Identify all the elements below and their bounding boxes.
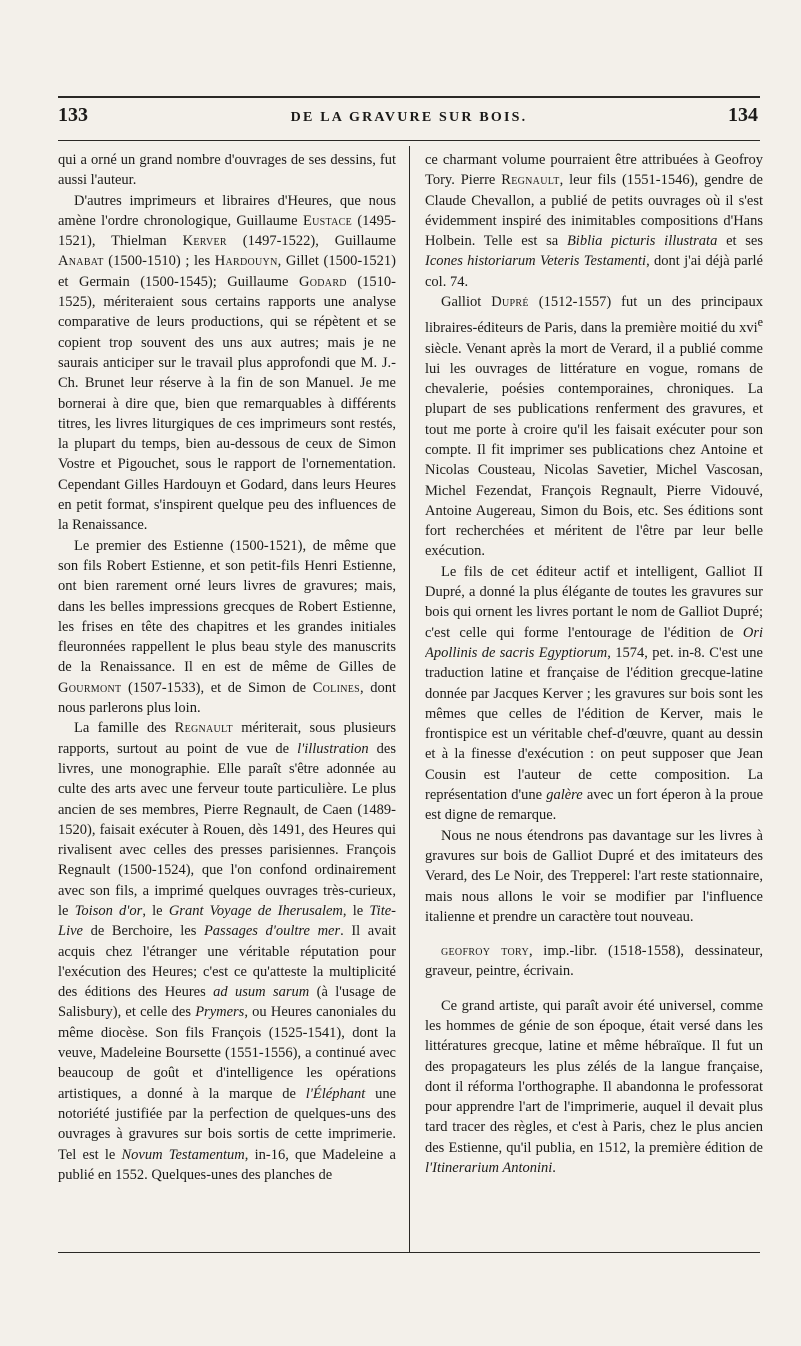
page-header xyxy=(58,100,760,140)
text-run: , ou Heures canoniales du même diocèse. Son fils François (1525-1541), dont la veuve, Madeleine Boursette (1551-1556), a continué avec beaucoup de goût et d'intelligence les opérations artistiques, a donné à la marque de xyxy=(58,1004,396,1102)
column-divider xyxy=(409,146,410,1252)
name-smallcaps: Colines xyxy=(312,679,361,696)
name-smallcaps: Anabat xyxy=(58,253,104,270)
text-run: , leur fils (1551-1546), gendre de Claude Chevallon, a publié de petits ouvrages où il s'est évidemment inspiré des inimitables compositions d'Hans Holbein. Telle est sa xyxy=(425,172,763,250)
text-run: e xyxy=(757,315,763,330)
name-smallcaps: Eustace xyxy=(302,212,352,229)
text-run: , imp.-libr. (1518-1558), dessinateur, graveur, peintre, écrivain. xyxy=(425,943,763,980)
text-run: (1495-1521), Thielman xyxy=(58,212,396,250)
header-rule-top xyxy=(58,96,760,98)
title-italic: l'Itinerarium Antonini xyxy=(425,1160,553,1177)
title-italic: galère xyxy=(546,787,583,804)
text-run: des livres, une monographie. Elle paraît s'être adonnée au culte des arts avec une ferveur toute particulière. Le plus ancien de ses membres, Pierre Regnault, de Caen (1489-1520), faisait exécuter à Rouen, dès 1491, des Heures qui rivalisent avec celles des presses parisiennes. François Regnault (1500-1524), que l'on confond ordinairement avec son fils, a imprimé quelques ouvrages très-curieux, le xyxy=(58,740,396,919)
text-run: (1510-1525), mériteraient sous certains rapports une analyse comparative de leurs productions, qui se répètent et se copient trop souvent des uns aux autres; mais je ne saurais anticiper sur le travail plus approfondi que M. J.-Ch. Brunet leur réserve à la fin de son Manuel. Je me bornerai à dire que, bien que remarquables à différents titres, les livres liturgiques de ces imprimeurs sont restés, la plupart du temps, bien au-dessous de ceux de Simon Vostre et Pigouchet, sous le rapport de l'ornementation. Cependant Gilles Hardouyn et Godard, dans leurs Heures en petit format, s'inspirent quelque peu des influences de la Renaissance. xyxy=(58,273,396,534)
title-italic: Novum Testamentum xyxy=(121,1146,245,1163)
header-rule-bottom xyxy=(58,140,760,141)
text-run: , dont j'ai déjà parlé col. 74. xyxy=(425,253,763,290)
text-run: Le premier des Estienne (1500-1521), de même que son fils Robert Estienne, et son petit-fils Henri Estienne, ont bien rarement orné leurs livres de gravures; mais, dans les belles impressions grecques de Robert Estienne, les frises en tête des chapitres et les grandes initiales fleuronnées rappellent le plus beau style des manuscrits de la Renaissance. Il en est de même de Gilles de xyxy=(58,537,396,676)
paragraph xyxy=(425,150,763,292)
title-italic: ad usum sarum xyxy=(213,984,310,1001)
text-run: (1507-1533), et de Simon de xyxy=(121,679,313,696)
title-italic: Tite-Live xyxy=(58,902,396,940)
text-run: de Berchoire, les xyxy=(82,923,204,940)
text-run: et ses xyxy=(717,233,763,250)
text-run: (1497-1522), Guillaume xyxy=(226,233,396,250)
text-run: Le fils de cet éditeur actif et intelligent, Galliot II Dupré, a donné la plus élégante de toutes les gravures sur bois qui ornent les livres portant le nom de Galliot Dupré; c'est celle qui forme l'entourage de l'édition de xyxy=(425,563,763,641)
text-run: une notoriété justifiée par la perfection de quelques-uns des ouvrages à gravures sur bois sortis de cette imprimerie. Tel est le xyxy=(58,1085,396,1163)
text-run: , Gillet (1500-1521) et Germain (1500-1545); Guillaume xyxy=(58,253,396,290)
name-smallcaps: Gourmont xyxy=(58,679,122,696)
title-italic: Toison d'or xyxy=(74,902,143,919)
paragraph xyxy=(425,941,763,982)
paragraph xyxy=(58,191,396,536)
title-italic: l'Éléphant xyxy=(305,1085,366,1102)
name-smallcaps: geofroy tory xyxy=(441,943,529,960)
text-run: D'autres imprimeurs et libraires d'Heures, que nous amène l'ordre chronologique, Guillaume xyxy=(58,192,396,229)
paragraph xyxy=(58,536,396,719)
name-smallcaps: Hardouyn xyxy=(214,253,278,270)
title-italic: l'illustration xyxy=(297,740,369,757)
text-run: . Il avait acquis chez l'étranger une véritable réputation pour l'exécution des Heures; c'est ce qu'atteste la multiplicité des éditions des Heures xyxy=(58,923,396,1001)
name-smallcaps: Regnault xyxy=(174,720,233,737)
text-run: , le xyxy=(342,902,370,919)
running-head: DE LA GRAVURE SUR BOIS. xyxy=(290,110,528,125)
right-column-number: 134 xyxy=(728,104,758,126)
name-smallcaps: Godard xyxy=(298,273,347,290)
paragraph-gap xyxy=(425,982,763,996)
text-run: , in-16, que Madeleine a publié en 1552. Quelques-unes des planches de xyxy=(58,1146,396,1183)
text-run: , le xyxy=(142,902,169,919)
title-italic: Ori Apollinis de sacris Egyptiorum xyxy=(425,624,763,661)
text-run: Ce grand artiste, qui paraît avoir été universel, comme les hommes de génie de son époque, était versé dans les littératures grecque, latine et même hébraïque. Il fut un des propagateurs les plus zélés de la langue française, dont il réforma l'orthographe. Il abandonna le professorat pour apprendre l'art de l'imprimerie, auquel il devait plus tard tracer des règles, et c'est à Paris, chez le plus ancien des Estienne, qu'il publia, en 1512, la première édition de xyxy=(425,997,763,1156)
text-run: ce charmant volume pourraient être attribuées à Geofroy Tory. Pierre xyxy=(425,152,763,189)
text-run: avec un fort éperon à la proue est digne de remarque. xyxy=(425,787,763,824)
title-italic: Grant Voyage de Iherusalem xyxy=(168,902,343,919)
left-column-number: 133 xyxy=(58,104,88,126)
text-run: (1500-1510) ; les xyxy=(103,253,215,270)
paragraph xyxy=(58,718,396,1185)
paragraph xyxy=(425,562,763,826)
right-text-column xyxy=(425,150,763,1250)
title-italic: Biblia picturis illustrata xyxy=(566,233,718,250)
text-run: , dont nous parlerons plus loin. xyxy=(58,679,396,717)
text-run: Galliot xyxy=(441,294,492,311)
title-italic: Prymers xyxy=(195,1004,245,1021)
text-run: qui a orné un grand nombre d'ouvrages de ses dessins, fut aussi l'auteur. xyxy=(58,152,396,189)
text-run: mériterait, sous plusieurs rapports, surtout au point de vue de xyxy=(58,720,396,757)
paragraph xyxy=(58,150,396,191)
paragraph xyxy=(425,292,763,562)
name-smallcaps: Kerver xyxy=(182,233,227,250)
left-text-column xyxy=(58,150,396,1250)
text-run: siècle. Venant après la mort de Verard, il a publié comme lui les ouvrages de littérature en vogue, romans de chevalerie, poésies contemporaines, chroniques. La plupart de ses publications renferment des gravures, et tout me porte à croire qu'il les faisait exécuter pour son compte. Il fit imprimer ses publications chez Antoine et Nicolas Cousteau, Nicolas Savetier, Michel Vascosan, Michel Fezendat, François Regnault, Pierre Vidouvé, Antoine Augereau, Simon du Bois, etc. Ses éditions sont fort recherchées et méritent de l'être par leur belle exécution. xyxy=(425,340,763,560)
paragraph-gap xyxy=(425,927,763,941)
bottom-rule xyxy=(58,1252,760,1253)
text-run: , 1574, pet. in-8. C'est une traduction latine et française de l'édition grecque-latine donnée par Jacques Kerver ; les gravures sur bois sont les mêmes que celles de l'édition de Kerver, mais le frontispice est un véritable chef-d'œuvre, quant au dessin et à la finesse d'exécution : on peut supposer que Jean Cousin est l'auteur de cette composition. La représentation d'une xyxy=(425,644,763,804)
text-run: Nous ne nous étendrons pas davantage sur les livres à gravures sur bois de Galliot Dupré et des imitateurs des Verard, des Le Noir, des Trepperel: l'art reste stationnaire, mais nous allons le voir se modifier par l'influence italienne et prendre un caractère tout nouveau. xyxy=(425,827,763,925)
paragraph xyxy=(425,826,763,927)
text-run: (à l'usage de Salisbury), et celle des xyxy=(58,984,396,1021)
text-run: La famille des xyxy=(74,720,175,737)
title-italic: Icones historiarum Veteris Testamenti xyxy=(425,253,647,270)
title-italic: Passages d'oultre mer xyxy=(203,923,341,940)
text-run: (1512-1557) fut un des principaux libraires-éditeurs de Paris, dans la première moitié du xvi xyxy=(425,294,763,337)
name-smallcaps: Regnault xyxy=(501,172,560,189)
name-smallcaps: Dupré xyxy=(491,294,529,311)
text-run: . xyxy=(552,1160,556,1177)
paragraph xyxy=(425,996,763,1179)
